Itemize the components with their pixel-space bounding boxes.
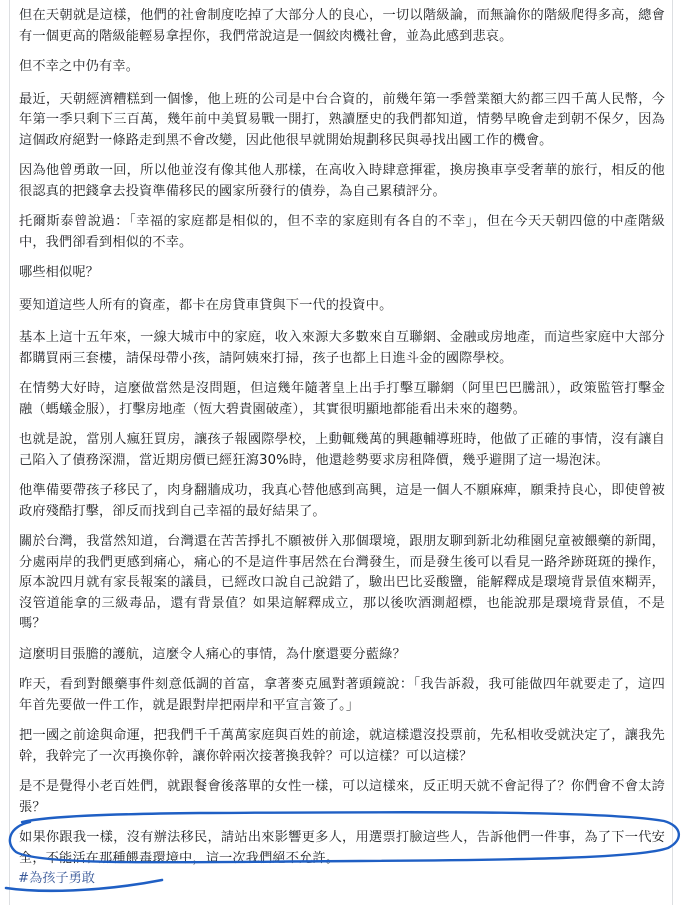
hashtag-link[interactable] — [18, 869, 95, 889]
post-paragraph: 但不幸之中仍有幸。 — [19, 59, 140, 74]
post-paragraph: 昨天，看到對餵藥事件刻意低調的首富，拿著麥克風對著頭鏡說：「我告訴殺，我可能做四年就要走了，這四年首先要做一件工作，就是跟對岸把兩岸和平宣言簽了。」 — [19, 677, 665, 713]
post-paragraph-highlighted: 如果你跟我一樣，沒有辦法移民，請站出來影響更多人，用選票打臉這些人，告訴他們一件事，為了下一代安全，不能活在那種餵毒環境中，這一次我們絕不允許。 — [19, 830, 665, 866]
post-body — [19, 0, 665, 879]
post-card — [9, 0, 673, 905]
post-paragraph: 關於台灣，我當然知道，台灣還在苦苦掙扎不願被併入那個環境，跟朋友聊到新北幼稚園兒童被餵藥的新聞，分處兩岸的我們更感到痛心，痛心的不是這件事居然在台灣發生，而是發生後可以看見一路斧跡斑斑的操作，原本說四月就有家長報案的議員，已經改口說自己說錯了，驗出巴比妥酸鹽，能解釋成是環境背景值來糊弄，沒管道能拿的三級毒品，還有背景值？如果這解釋成立，那以後吹酒測超標，也能說那是環境背景值，不是嗎？ — [19, 534, 665, 631]
post-paragraph: 最近，天朝經濟糟糕到一個慘，他上班的公司是中台合資的，前幾年第一季營業額大約都三四千萬人民幣，今年第一季只剩下三百萬，幾年前中美貿易戰一開打，熟讀歷史的我們都知道，情勢早晚會走到朝不保夕，因為這個政府絕對一條路走到黑不會改變，因此他很早就開始規劃移民與尋找出國工作的機會。 — [19, 91, 665, 148]
hashtag-sign: # — [18, 871, 30, 886]
post-paragraph: 因為他曾勇敢一回，所以他並沒有像其他人那樣，在高收入時肆意揮霍，換房換車享受奢華的旅行，相反的他很認真的把錢拿去投資準備移民的國家所發行的債券，為自己累積評分。 — [19, 163, 665, 199]
post-paragraph: 基本上這十五年來，一線大城市中的家庭，收入來源大多數來自互聯網、金融或房地產，而這些家庭中大部分都購買兩三套樓，請保母帶小孩，請阿姨來打掃，孩子也都上日進斗金的國際學校。 — [19, 330, 665, 366]
post-paragraph: 但在天朝就是這樣，他們的社會制度吃掉了大部分人的良心，一切以階級論，而無論你的階級爬得多高，總會有一個更高的階級能輕易拿捏你，我們常說這是一個絞肉機社會，並為此感到悲哀。 — [19, 8, 665, 44]
post-paragraph: 要知道這些人所有的資產，都卡在房貸車貸與下一代的投資中。 — [19, 297, 393, 313]
post-paragraph: 把一國之前途與命運，把我們千千萬萬家庭與百姓的前途，就這樣還沒投票前，先私相收受就決定了，讓我先幹，我幹完了一次再換你幹，讓你幹兩次接著換我幹？可以這樣？可以這樣？ — [19, 728, 665, 764]
post-paragraph: 他準備要帶孩子移民了，肉身翻牆成功，我真心替他感到高興，這是一個人不願麻痺，願秉持良心，即使曾被政府殘酷打擊，卻反而找到自己幸福的最好結果了。 — [19, 483, 665, 519]
post-paragraph: 這麼明目張膽的護航，這麼令人痛心的事情，為什麼還要分藍綠？ — [19, 646, 406, 662]
post-paragraph: 是不是覺得小老百姓們，就跟餐會後落單的女性一樣，可以這樣來，反正明天就不會記得了？你們會不會太誇張？ — [19, 779, 665, 815]
post-paragraph: 也就是說，當別人瘋狂買房，讓孩子報國際學校，上動輒幾萬的興趣輔導班時，他做了正確的事情，沒有讓自己陷入了債務深淵，當近期房價已經狂瀉30%時，他還趁勢要求房租降價，幾乎避開了這一場泡沫。 — [19, 432, 665, 468]
post-paragraph: 哪些相似呢？ — [19, 265, 100, 280]
hashtag-text: 為孩子勇敢 — [29, 871, 95, 886]
post-paragraph: 在情勢大好時，這麼做當然是沒問題，但這幾年隨著皇上出手打擊互聯網（阿里巴巴騰訊），政策監管打擊金融（螞蟻金服），打擊房地產（恆大碧貴園破產），其實很明顯地都能看出未來的趨勢。 — [19, 381, 665, 417]
post-paragraph: 托爾斯泰曾說過：「幸福的家庭都是相似的，但不幸的家庭則有各自的不幸」，但在今天天朝四億的中產階級中，我們卻看到相似的不幸。 — [19, 214, 665, 250]
